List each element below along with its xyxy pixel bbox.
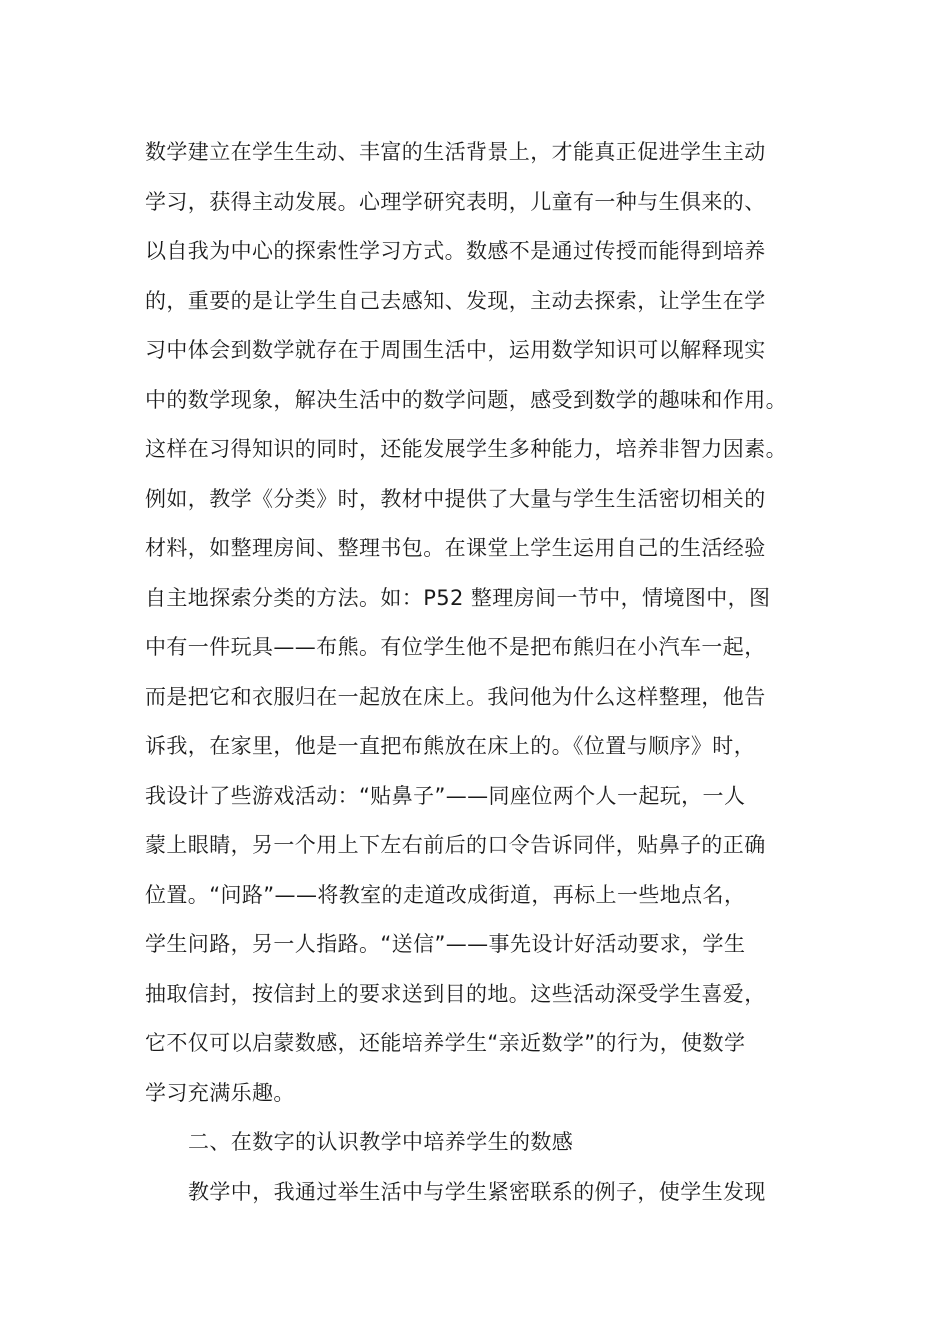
paragraph-line: 的，重要的是让学生自己去感知、发现，主动去探索，让学生在学 <box>145 288 766 313</box>
paragraph-line: 蒙上眼睛，另一个用上下左右前后的口令告诉同伴，贴鼻子的正确 <box>145 833 766 857</box>
paragraph-line: 自主地探索分类的方法。如：P52 整理房间一节中，情境图中，图 <box>145 585 771 610</box>
paragraph-line: 它不仅可以启蒙数感，还能培养学生“亲近数学”的行为，使数学 <box>145 1031 746 1055</box>
paragraph-line: 教学中，我通过举生活中与学生紧密联系的例子，使学生发现 <box>188 1179 766 1204</box>
paragraph-line: 而是把它和衣服归在一起放在床上。我问他为什么这样整理，他告 <box>145 684 766 709</box>
paragraph-line: 抽取信封，按信封上的要求送到目的地。这些活动深受学生喜爱， <box>145 981 766 1006</box>
paragraph-line: 我设计了些游戏活动：“贴鼻子”——同座位两个人一起玩，一人 <box>145 783 746 808</box>
paragraph-line: 学生问路，另一人指路。“送信”——事先设计好活动要求，学生 <box>145 932 746 956</box>
paragraph-line: 例如，教学《分类》时，教材中提供了大量与学生生活密切相关的 <box>145 486 766 511</box>
paragraph-line: 习中体会到数学就存在于周围生活中，运用数学知识可以解释现实 <box>145 338 766 362</box>
paragraph-line: 中有一件玩具——布熊。有位学生他不是把布熊归在小汽车一起， <box>145 635 766 659</box>
paragraph-line: 这样在习得知识的同时，还能发展学生多种能力，培养非智力因素。 <box>145 437 787 461</box>
paragraph-line: 学习，获得主动发展。心理学研究表明，儿童有一种与生俱来的、 <box>145 189 766 214</box>
paragraph-line: 以自我为中心的探索性学习方式。数感不是通过传授而能得到培养 <box>145 239 766 263</box>
paragraph-line: 位置。“问路”——将教室的走道改成街道，再标上一些地点名， <box>145 882 746 907</box>
body-text <box>145 128 825 1217</box>
paragraph-line: 诉我，在家里，他是一直把布熊放在床上的。《位置与顺序》时， <box>145 734 756 758</box>
paragraph-line: 中的数学现象，解决生活中的数学问题，感受到数学的趣味和作用。 <box>145 387 787 412</box>
paragraph-line: 学习充满乐趣。 <box>145 1080 295 1105</box>
section-heading: 二、在数字的认识教学中培养学生的数感 <box>188 1130 574 1154</box>
paragraph-line: 材料，如整理房间、整理书包。在课堂上学生运用自己的生活经验 <box>145 536 766 560</box>
paragraph-line: 数学建立在学生生动、丰富的生活背景上，才能真正促进学生主动 <box>145 140 766 164</box>
